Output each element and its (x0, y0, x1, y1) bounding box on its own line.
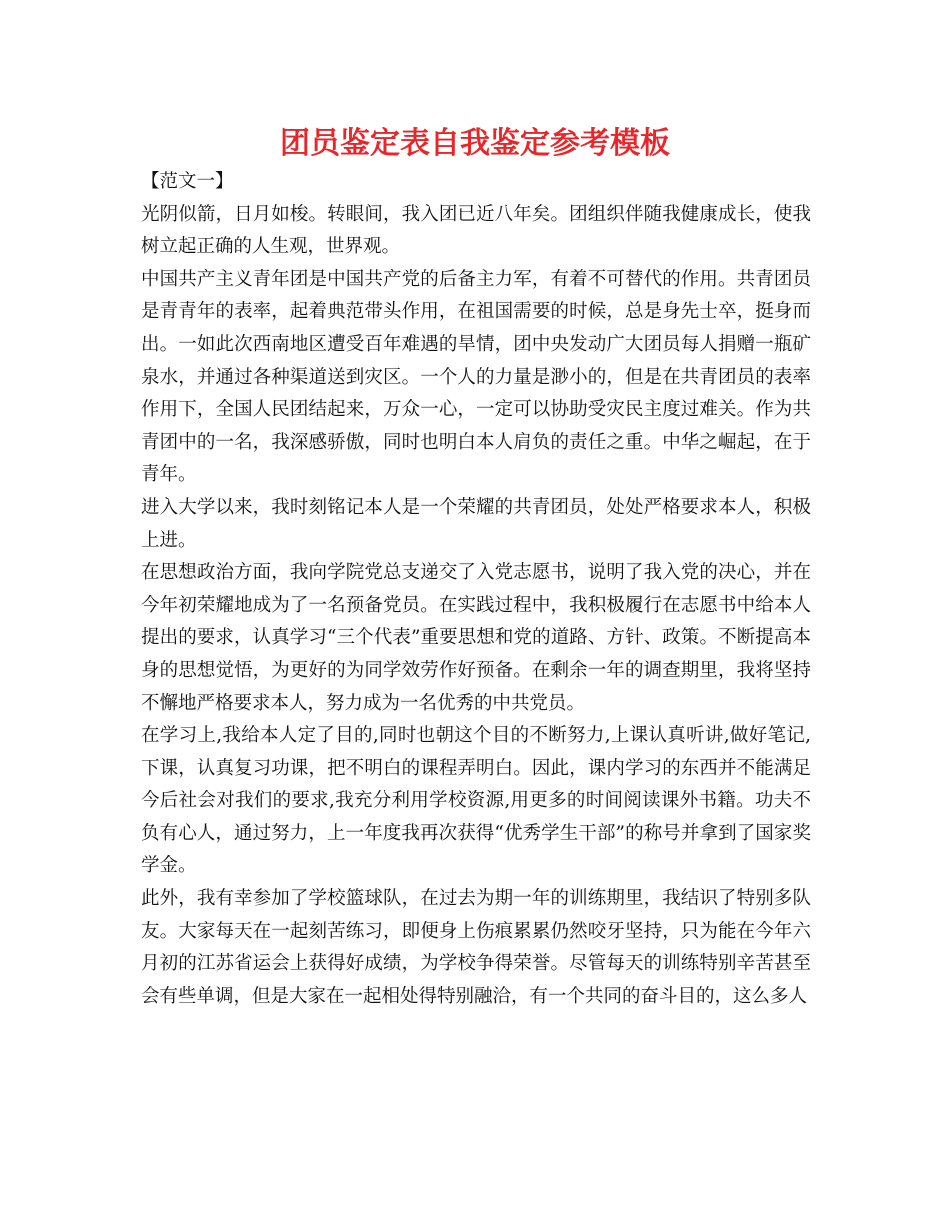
paragraph-5: 在学习上,我给本人定了目的,同时也朝这个目的不断努力,上课认真听讲,做好笔记,下课，认真复习功课，把不明白的课程弄明白。因此，课内学习的东西并不能满足今后社会对我们的要求,我充分利用学校资源,用更多的时间阅读课外书籍。功夫不负有心人，通过努力，上一年度我再次获得“优秀学生干部”的称号并拿到了国家奖学金。 (141, 725, 811, 877)
paragraph-6: 此外，我有幸参加了学校篮球队，在过去为期一年的训练期里，我结识了特别多队友。大家每天在一起刻苦练习，即便身上伤痕累累仍然咬牙坚持，只为能在今年六月初的江苏省运会上获得好成绩，为学校争得荣誉。尽管每天的训练特别辛苦甚至会有些单调，但是大家在一起相处得特别融洽，有一个共同的奋斗目的，这么多人 (141, 888, 811, 1007)
paragraph-3: 进入大学以来，我时刻铭记本人是一个荣耀的共青团员，处处严格要求本人，积极上进。 (141, 496, 811, 551)
section-label: 【范文一】 (141, 171, 234, 192)
paragraph-2: 中国共产主义青年团是中国共产党的后备主力军，有着不可替代的作用。共青团员是青青年的表率，起着典范带头作用，在祖国需要的时候，总是身先士卒，挺身而出。一如此次西南地区遭受百年难遇的旱情，团中央发动广大团员每人捐赠一瓶矿泉水，并通过各种渠道送到灾区。一个人的力量是渺小的，但是在共青团员的表率作用下，全国人民团结起来，万众一心，一定可以协助受灾民主度过难关。作为共青团中的一名，我深感骄傲，同时也明白本人肩负的责任之重。中华之崛起，在于青年。 (141, 268, 811, 486)
document-title: 团员鉴定表自我鉴定参考模板 (280, 126, 670, 161)
document-body (141, 166, 811, 1013)
paragraph-4: 在思想政治方面，我向学院党总支递交了入党志愿书，说明了我入党的决心，并在今年初荣耀地成为了一名预备党员。在实践过程中，我积极履行在志愿书中给本人提出的要求，认真学习“三个代表”重要思想和党的道路、方针、政策。不断提高本身的思想觉悟，为更好的为同学效劳作好预备。在剩余一年的调查期里，我将坚持不懈地严格要求本人，努力成为一名优秀的中共党员。 (141, 562, 811, 714)
paragraph-1: 光阴似箭，日月如梭。转眼间，我入团已近八年矣。团组织伴随我健康成长，使我树立起正确的人生观，世界观。 (141, 203, 811, 258)
